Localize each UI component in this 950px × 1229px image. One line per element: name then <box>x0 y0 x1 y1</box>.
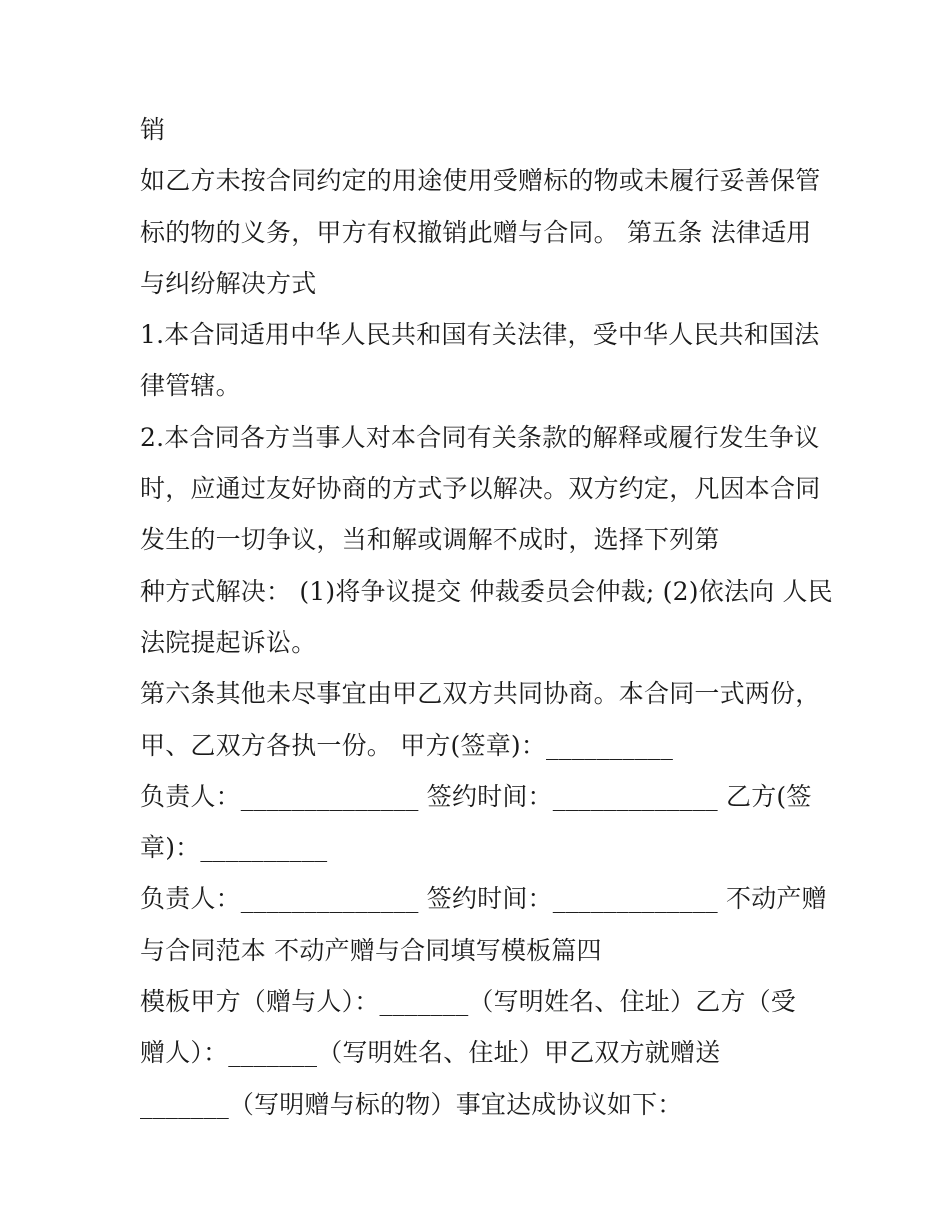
text-line: 律管辖。 <box>140 371 241 401</box>
text-line: 销 <box>140 115 166 144</box>
text-line: 第六条其他未尽事宜由甲乙双方共同协商。本合同一式两份， <box>140 679 821 709</box>
text-line: 负责人：______________ 签约时间：_____________ 乙方(签 <box>140 781 812 811</box>
text-line: 赠人）：_______（写明姓名、住址）甲乙双方就赠送 <box>140 1038 721 1068</box>
text-line: 章)：__________ <box>140 833 328 863</box>
text-line: 1.本合同适用中华人民共和国有关法律，受中华人民共和国法 <box>140 320 820 350</box>
text-line: 甲、乙双方各执一份。 甲方(签章)：__________ <box>140 730 674 760</box>
text-line: _______（写明赠与标的物）事宜达成协议如下： <box>140 1089 683 1119</box>
text-line: 标的物的义务，甲方有权撤销此赠与合同。 第五条 法律适用 <box>140 217 812 247</box>
text-line: 时，应通过友好协商的方式予以解决。双方约定，凡因本合同 <box>140 474 821 504</box>
text-line: 与纠纷解决方式 <box>140 268 317 298</box>
text-line: 与合同范本 不动产赠与合同填写模板篇四 <box>140 935 602 965</box>
text-line: 种方式解决： (1)将争议提交 仲裁委员会仲裁; (2)依法向 人民 <box>140 576 833 606</box>
text-line: 负责人：______________ 签约时间：_____________ 不动产赠 <box>140 884 827 914</box>
text-line: 法院提起诉讼。 <box>140 627 317 657</box>
document-body <box>140 104 833 1130</box>
text-line: 如乙方未按合同约定的用途使用受赠标的物或未履行妥善保管 <box>140 166 821 196</box>
text-line: 发生的一切争议，当和解或调解不成时，选择下列第 <box>140 525 720 555</box>
text-line: 2.本合同各方当事人对本合同有关条款的解释或履行发生争议 <box>140 422 820 452</box>
text-line: 模板甲方（赠与人）：_______（写明姓名、住址）乙方（受 <box>140 987 797 1017</box>
